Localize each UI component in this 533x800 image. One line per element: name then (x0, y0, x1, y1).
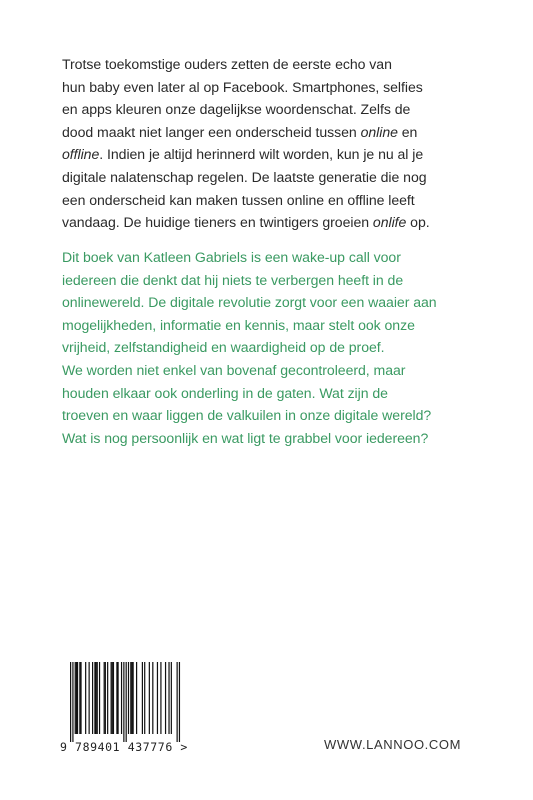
barcode-bar (111, 662, 112, 734)
text-run: op. (406, 214, 430, 231)
barcode-bar (160, 662, 161, 734)
intro-line (62, 53, 502, 76)
text-run: troeven en waar liggen de valkuilen in onze digitale wereld? (62, 407, 432, 424)
pitch-line (62, 246, 502, 269)
barcode-bar (104, 662, 105, 734)
barcode-bar (152, 662, 153, 734)
barcode-bar (144, 662, 145, 734)
text-run: Dit boek van Katleen Gabriels is een wake-up call voor (62, 249, 401, 265)
barcode-bar (95, 662, 96, 734)
barcode-bar (75, 662, 76, 734)
text-run: en apps kleuren onze dagelijkse woordenschat. Zelfs de (62, 101, 411, 118)
pitch-line (62, 427, 502, 450)
text-run: vandaag. De huidige tieners en twintigers groeien (62, 214, 373, 231)
text-run: digitale nalatenschap regelen. De laatste generatie die nog (62, 168, 427, 185)
barcode-bar (130, 662, 131, 734)
pitch-line (62, 269, 502, 292)
pitch-line (62, 359, 502, 382)
intro-line (62, 189, 502, 212)
barcode-bar (85, 662, 86, 734)
barcode-bar (97, 662, 98, 734)
isbn-number: 9 789401 437776 > (60, 740, 188, 754)
barcode-bar (121, 662, 122, 734)
italic-term: onlife (372, 214, 407, 231)
barcode-bar (107, 662, 108, 734)
text-run: . Indien je altijd herinnerd wilt worden, kun je nu al je (99, 146, 424, 163)
intro-line (62, 98, 502, 121)
text-run: dood maakt niet langer een onderscheid tussen (62, 123, 361, 140)
barcode-bar (99, 662, 100, 734)
text-run: een onderscheid kan maken tussen online en offline leeft (62, 191, 415, 208)
italic-term: online (360, 123, 398, 140)
barcode-bar (79, 662, 80, 734)
barcode-bar (133, 662, 134, 734)
intro-line (62, 143, 502, 166)
intro-line (62, 211, 502, 234)
barcode-bar (179, 662, 180, 742)
pitch-line (62, 314, 502, 337)
text-run: We worden niet enkel van bovenaf gecontroleerd, maar (62, 361, 406, 378)
barcode-bar (149, 662, 150, 734)
barcode-bar (131, 662, 132, 734)
barcode-bar (72, 662, 73, 742)
isbn-barcode (60, 662, 190, 758)
barcode-bar (171, 662, 172, 734)
barcode-bar (105, 662, 106, 734)
barcode-bar (113, 662, 114, 734)
barcode-bar (77, 662, 78, 734)
barcode-bar (76, 662, 77, 734)
pitch-line (62, 336, 502, 359)
barcode-bar (117, 662, 118, 734)
text-run: hun baby even later al op Facebook. Smartphones, selfies (62, 78, 423, 95)
text-run: onlinewereld. De digitale revolutie zorgt voor een waaier aan (62, 294, 437, 311)
barcode-bar (128, 662, 129, 734)
barcode-bar (112, 662, 113, 734)
intro-paragraph (62, 53, 502, 234)
pitch-line (62, 291, 502, 314)
barcode-bar (123, 662, 124, 742)
intro-line (62, 166, 502, 189)
barcode-bar (157, 662, 158, 734)
text-run: Wat is nog persoonlijk en wat ligt te grabbel voor iedereen? (62, 429, 429, 446)
pitch-line (62, 404, 502, 427)
barcode-bars (60, 662, 190, 742)
text-run: vrijheid, zelfstandigheid en waardigheid op de proef. (62, 339, 385, 356)
text-run: mogelijkheden, informatie en kennis, maar stelt ook onze (62, 316, 415, 333)
text-run: en (397, 123, 418, 140)
intro-line (62, 76, 502, 99)
text-run: Trotse toekomstige ouders zetten de eerste echo van (62, 56, 392, 72)
barcode-bar (116, 662, 117, 734)
barcode-bar (177, 662, 178, 742)
barcode-bar (142, 662, 143, 734)
barcode-bar (92, 662, 93, 734)
barcode-bar (136, 662, 137, 734)
intro-line (62, 121, 502, 144)
barcode-bar (94, 662, 95, 734)
barcode-bar (89, 662, 90, 734)
text-run: houden elkaar ook onderling in de gaten. Wat zijn de (62, 384, 388, 401)
barcode-bar (80, 662, 81, 734)
italic-term: offline (62, 146, 100, 163)
book-pitch-paragraph (62, 246, 502, 449)
text-run: iedereen die denkt dat hij niets te verbergen heeft in de (62, 271, 404, 288)
barcode-bar (168, 662, 169, 734)
barcode-bar (70, 662, 71, 742)
barcode-bar (165, 662, 166, 734)
pitch-line (62, 382, 502, 405)
publisher-url[interactable]: WWW.LANNOO.COM (324, 737, 461, 752)
barcode-bar (126, 662, 127, 742)
